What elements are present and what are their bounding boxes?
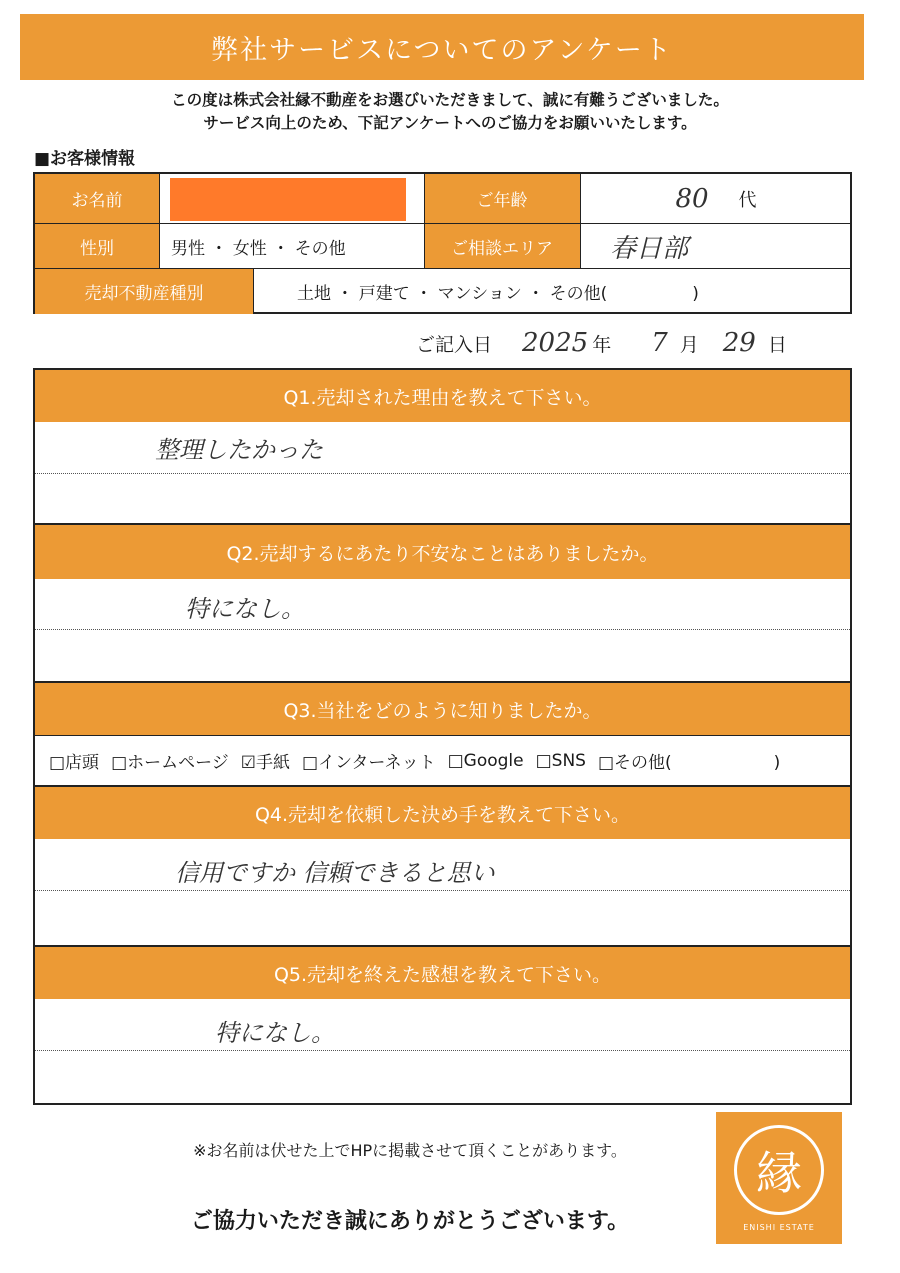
question-3-options [35, 735, 850, 785]
question-4-heading: Q4.売却を依頼した決め手を教えて下さい。 [35, 787, 850, 839]
question-1 [33, 368, 852, 525]
property-type-options[interactable]: 土地 ・ 戸建て ・ マンション ・ その他( ) [297, 284, 699, 304]
option-store[interactable]: □店頭 [49, 753, 100, 773]
option-other[interactable]: □その他( ) [597, 753, 781, 773]
area-value[interactable]: 春日部 [610, 233, 689, 264]
year-unit: 年 [592, 333, 612, 356]
area-label: ご相談エリア [424, 224, 580, 268]
day-unit: 日 [767, 333, 787, 356]
option-google[interactable]: □Google [447, 750, 524, 771]
survey-title: 弊社サービスについてのアンケート [20, 14, 864, 80]
entry-date [416, 326, 836, 360]
question-2-heading: Q2.売却するにあたり不安なことはありましたか。 [35, 525, 850, 579]
date-label: ご記入日 [416, 333, 493, 356]
question-5-heading: Q5.売却を終えた感想を教えて下さい。 [35, 947, 850, 999]
name-label: お名前 [35, 174, 159, 223]
question-4 [33, 787, 852, 947]
question-4-answer[interactable]: 信用ですか 信頼できると思い [175, 859, 495, 887]
question-2-answer[interactable]: 特になし。 [185, 595, 305, 623]
option-homepage[interactable]: □ホームページ [111, 753, 229, 773]
question-1-answer[interactable]: 整理したかった [155, 436, 323, 464]
gender-options[interactable]: 男性 ・ 女性 ・ その他 [171, 238, 346, 259]
customer-info-heading: ■お客様情報 [34, 149, 136, 169]
date-month[interactable]: 7 [651, 328, 668, 358]
thank-you-message: ご協力いただき誠にありがとうございます。 [190, 1209, 630, 1234]
question-2 [33, 525, 852, 683]
question-3-heading: Q3.当社をどのように知りましたか。 [35, 683, 850, 735]
property-type-label: 売却不動産種別 [35, 269, 253, 314]
gender-label: 性別 [35, 224, 159, 268]
option-internet[interactable]: □インターネット [302, 753, 436, 773]
age-field[interactable] [580, 174, 852, 223]
logo-text: ENISHI ESTATE [743, 1222, 815, 1232]
question-5 [33, 947, 852, 1105]
privacy-note: ※お名前は伏せた上でHPに掲載させて頂くことがあります。 [193, 1141, 627, 1160]
option-sns[interactable]: □SNS [535, 750, 586, 771]
company-logo [716, 1112, 842, 1244]
question-3 [33, 683, 852, 787]
question-5-answer[interactable]: 特になし。 [215, 1019, 335, 1047]
age-unit: 代 [738, 189, 757, 211]
intro-line-2: サービス向上のため、下記アンケートへのご協力をお願いいたします。 [203, 114, 697, 132]
date-year[interactable]: 2025 [522, 328, 589, 358]
intro-line-1: この度は株式会社縁不動産をお選びいただきまして、誠に有難うございました。 [171, 91, 729, 109]
age-label: ご年齢 [424, 174, 580, 223]
age-value: 80 [675, 183, 709, 214]
question-1-heading: Q1.売却された理由を教えて下さい。 [35, 370, 850, 422]
option-letter[interactable]: ☑手紙 [240, 753, 291, 773]
customer-info-table [33, 172, 852, 314]
date-day[interactable]: 29 [722, 328, 756, 358]
month-unit: 月 [679, 333, 699, 356]
redacted-name [170, 178, 406, 221]
logo-mark-icon: 縁 [734, 1125, 824, 1215]
